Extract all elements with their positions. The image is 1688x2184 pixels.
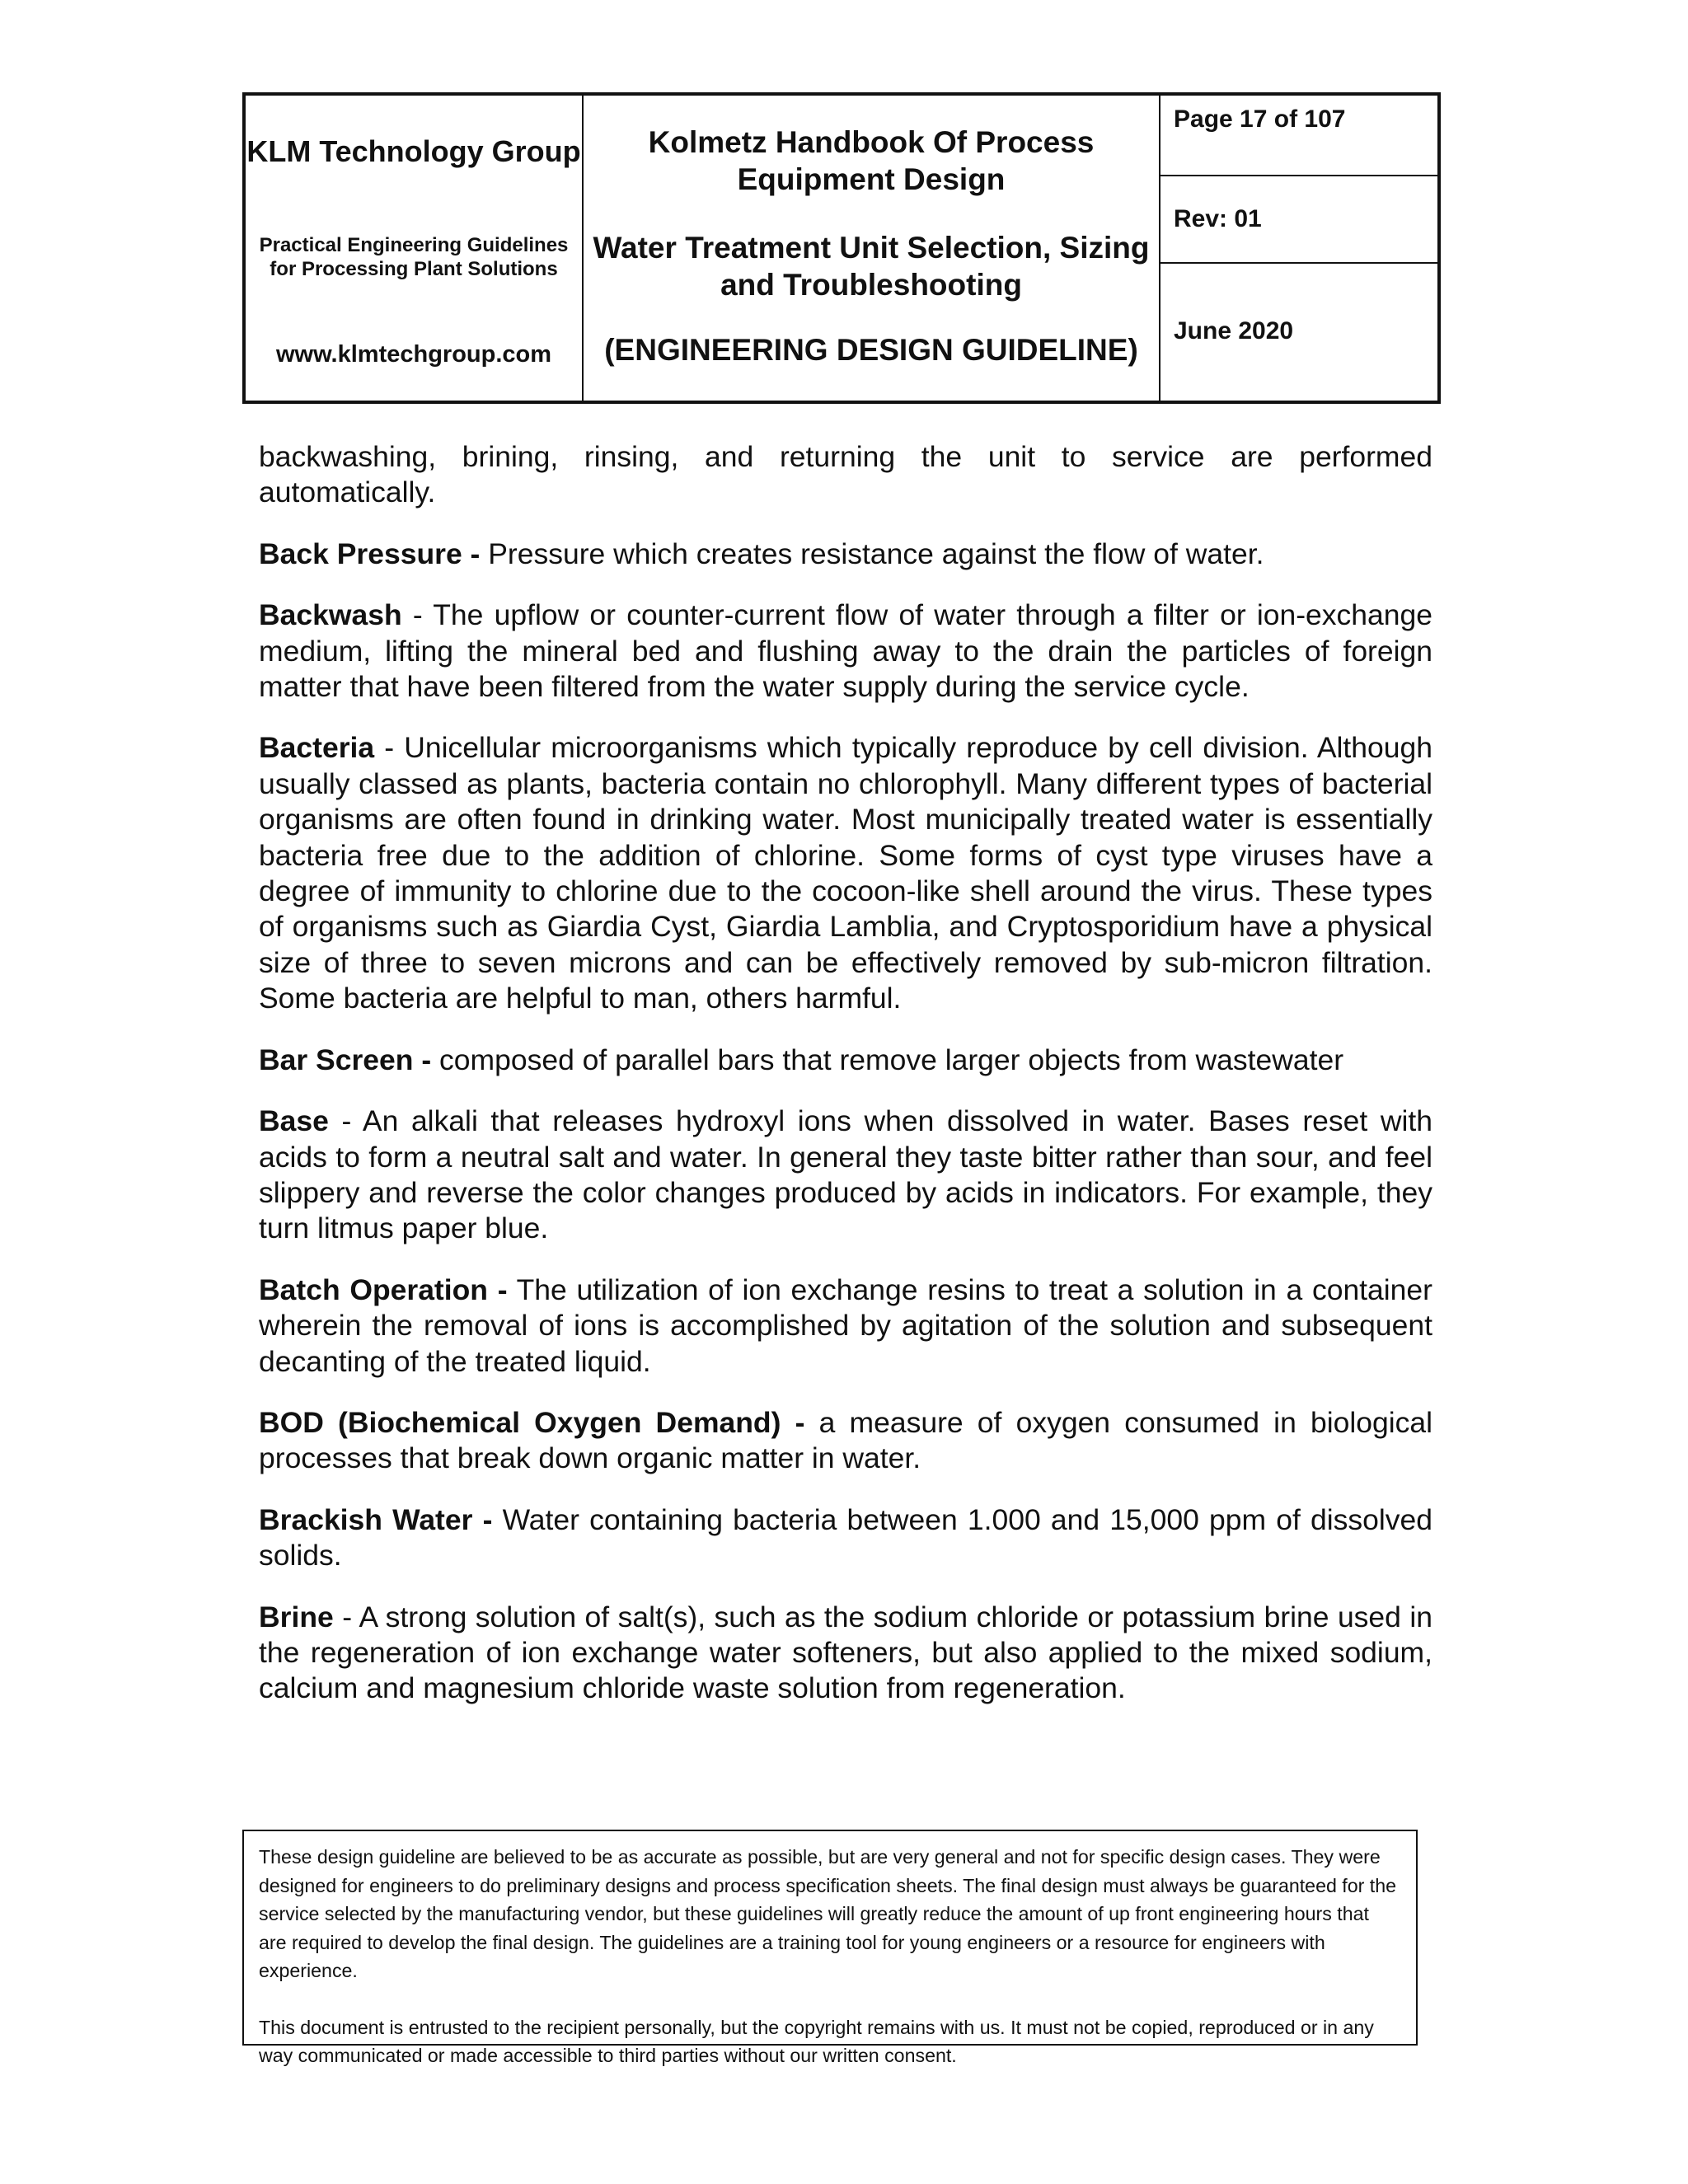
glossary-entry xyxy=(259,598,1432,705)
company-website: www.klmtechgroup.com xyxy=(275,341,552,368)
glossary-entry xyxy=(259,1104,1432,1247)
glossary-term: Bacteria xyxy=(259,731,375,765)
page-number: Page 17 of 107 xyxy=(1160,96,1437,176)
company-block xyxy=(246,96,584,401)
glossary-entry xyxy=(259,730,1432,1016)
glossary-term: Batch Operation - xyxy=(259,1272,508,1306)
glossary-definition: Pressure which creates resistance against the flow of water. xyxy=(480,537,1264,570)
glossary-entry xyxy=(259,1600,1432,1707)
glossary-term: Base xyxy=(259,1104,329,1138)
glossary-definition: The utilization of ion exchange resins to treat a solution in a container wherein the removal of ions is accomplished by agitation of the solution and subsequent decanting of the treated liquid. xyxy=(259,1272,1432,1378)
glossary-definition: a measure of oxygen consumed in biological processes that break down organic matter in water. xyxy=(259,1405,1432,1475)
glossary-term: BOD (Biochemical Oxygen Demand) - xyxy=(259,1405,805,1439)
guideline-type: (ENGINEERING DESIGN GUIDELINE) xyxy=(604,333,1138,367)
company-name: KLM Technology Group xyxy=(246,134,581,168)
glossary-definition: composed of parallel bars that remove larger objects from wastewater xyxy=(431,1043,1344,1076)
glossary-definition: - An alkali that releases hydroxyl ions when dissolved in water. Bases reset with acids to form a neutral salt and water. In general they taste bitter rather than sour, and feel slippery and reverse the color changes produced by acids in indicators. For example, they turn litmus paper blue. xyxy=(259,1104,1432,1245)
company-tagline: Practical Engineering Guidelines for Processing Plant Solutions xyxy=(259,234,569,280)
glossary-entry xyxy=(259,1502,1432,1574)
title-block xyxy=(584,96,1160,401)
glossary-definition: - A strong solution of salt(s), such as the sodium chloride or potassium brine used in the regeneration of ion exchange water softeners, but also applied to the mixed sodium, calcium and magnesium chloride waste solution from regeneration. xyxy=(259,1600,1432,1705)
glossary-term: Backwash xyxy=(259,598,402,632)
disclaimer-box xyxy=(242,1830,1418,2066)
document-header xyxy=(242,92,1441,404)
glossary-entry xyxy=(259,1272,1432,1380)
glossary-definition: - Unicellular microorganisms which typically reproduce by cell division. Although usually classed as plants, bacteria contain no chlorophyll. Many different types of bacterial organisms are often found in drinking water. Most municipally treated water is essentially bacteria free due to the addition of chlorine. Some forms of cyst type viruses have a degree of immunity to chlorine due to the cocoon-like shell around the virus. These types of organisms such as Giardia Cyst, Giardia Lamblia, and Cryptosporidium have a physical size of three to seven microns and can be effectively removed by sub-micron filtration. Some bacteria are helpful to man, others harmful. xyxy=(259,731,1432,1015)
disclaimer-accuracy: These design guideline are believed to be as accurate as possible, but are very general and not for specific design cases. They were designed for engineers to do preliminary designs and process specification sheets. The final design must always be guaranteed for the service selected by the manufacturing vendor, but these guidelines will greatly reduce the amount of up front engineering hours that are required to develop the final design. The guidelines are a training tool for young engineers or a resource for engineers with experience. xyxy=(259,1846,1397,1981)
glossary-term: Back Pressure - xyxy=(259,537,481,570)
continued-paragraph: backwashing, brining, rinsing, and returning the unit to service are performed automatically. xyxy=(259,440,1432,509)
glossary-entry xyxy=(259,1043,1432,1078)
glossary-entry xyxy=(259,1405,1432,1477)
handbook-title: Kolmetz Handbook Of Process Equipment Design xyxy=(648,125,1095,196)
glossary-term: Brackish Water - xyxy=(259,1502,493,1536)
glossary-term: Brine xyxy=(259,1600,334,1633)
revision: Rev: 01 xyxy=(1160,176,1437,264)
glossary-body xyxy=(259,439,1432,1732)
meta-block xyxy=(1160,96,1437,401)
glossary-definition: - The upflow or counter-current flow of water through a filter or ion-exchange medium, lifting the mineral bed and flushing away to the drain the particles of foreign matter that have been filtered from the water supply during the service cycle. xyxy=(259,598,1432,704)
glossary-term: Bar Screen - xyxy=(259,1043,432,1076)
document-subject: Water Treatment Unit Selection, Sizing and Troubleshooting xyxy=(593,231,1150,302)
glossary-entry xyxy=(259,537,1432,572)
issue-date: June 2020 xyxy=(1174,317,1294,344)
glossary-definition: Water containing bacteria between 1.000 and 15,000 ppm of dissolved solids. xyxy=(259,1502,1432,1572)
disclaimer-copyright: This document is entrusted to the recipient personally, but the copyright remains with us. It must not be copied, reproduced or in any way communicated or made accessible to third parties without our written consent. xyxy=(259,2016,1374,2066)
